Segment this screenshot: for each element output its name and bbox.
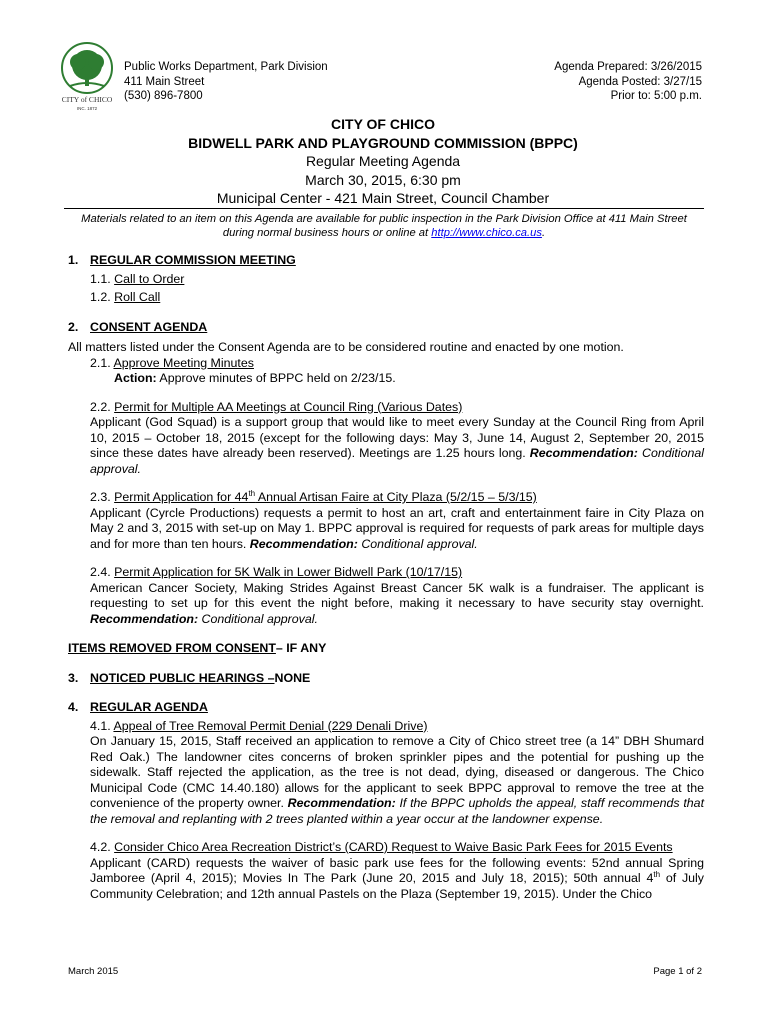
item-2-1-action: Action: Approve minutes of BPPC held on 2/23/15. xyxy=(114,371,396,385)
svg-text:INC. 1872: INC. 1872 xyxy=(76,106,98,111)
agenda-prepared: Agenda Prepared: 3/26/2015 xyxy=(554,61,702,73)
item-1-2: 1.2. Roll Call xyxy=(90,290,161,304)
footer-page-number: Page 1 of 2 xyxy=(653,966,702,977)
item-2-2: 2.2. Permit for Multiple AA Meetings at Council Ring (Various Dates) xyxy=(90,399,463,414)
item-4-1: 4.1. Appeal of Tree Removal Permit Denial (229 Denali Drive) xyxy=(90,718,428,733)
department-street: 411 Main Street xyxy=(124,75,205,88)
agenda-title-block xyxy=(62,115,704,208)
agenda-dates xyxy=(554,60,702,104)
agenda-body xyxy=(68,253,704,902)
item-1-1: 1.1. Call to Order xyxy=(90,271,185,286)
commission-title: BIDWELL PARK AND PLAYGROUND COMMISSION (BPPC) xyxy=(188,134,578,151)
agenda-prior-to: Prior to: 5:00 p.m. xyxy=(610,90,702,102)
item-2-3-text: Applicant (Cyrcle Productions) requests a permit to host an art, craft and entertainment faire in City Plaza on May 2 and 3, 2015 with set-up on May 1. BPPC approval is required for requests of park areas for multiple days and for more than ten hours. Recommendation: Conditional approval. xyxy=(90,505,704,551)
department-address xyxy=(124,60,328,104)
chico-website-link[interactable]: http://www.chico.ca.us xyxy=(431,227,542,239)
department-phone: (530) 896-7800 xyxy=(124,90,203,102)
consent-intro: All matters listed under the Consent Agenda are to be considered routine and enacted by one motion. xyxy=(68,340,624,354)
section-1-heading: 1. REGULAR COMMISSION MEETING xyxy=(68,253,296,267)
svg-text:CITY of CHICO: CITY of CHICO xyxy=(61,95,113,104)
footer-date: March 2015 xyxy=(68,966,119,977)
item-2-2-text: Applicant (God Squad) is a support group that would like to meet every Sunday at the Council Ring from April 10, 2015 – October 18, 2015 (except for the following days: May 3, June 14, August 2, September 20, 2015 since these dates have already been reserved). Meetings are 1.25 hours long. Recommendation: Conditional approval. xyxy=(90,415,704,476)
meeting-date: March 30, 2015, 6:30 pm xyxy=(305,171,461,188)
department-name: Public Works Department, Park Division xyxy=(124,61,328,73)
item-4-2-text: Applicant (CARD) requests the waiver of basic park use fees for the following events: 52nd annual Spring Jamboree (April 4, 2015); Movies In The Park (June 20, 2015 and July 18, 2015); 50th annual 4th of July Community Celebration; and 12th annual Pastels on the Plaza (September 19, 2015). Under the Chico xyxy=(90,855,704,901)
item-2-3: 2.3. Permit Application for 44th Annual Artisan Faire at City Plaza (5/2/15 – 5/3/15) xyxy=(90,488,537,504)
item-2-4-text: American Cancer Society, Making Strides Against Breast Cancer 5K walk is a fundraiser. The applicant is requesting to set up for this event the night before, making it necessary to have security stay overnight. Recommendation: Conditional approval. xyxy=(90,580,704,626)
meeting-location: Municipal Center - 421 Main Street, Council Chamber xyxy=(216,190,550,206)
item-2-4: 2.4. Permit Application for 5K Walk in Lower Bidwell Park (10/17/15) xyxy=(90,565,463,579)
section-2-heading: 2. CONSENT AGENDA xyxy=(68,319,208,334)
item-2-1: 2.1. Approve Meeting Minutes xyxy=(90,355,254,370)
city-of-chico-logo xyxy=(56,40,118,112)
title-divider xyxy=(64,208,704,209)
public-inspection-notice: Materials related to an item on this Agenda are available for public inspection in the Park Division Office at 411 Main Street during normal business hours or online at http://www.chico.ca.us. xyxy=(81,213,687,239)
removed-from-consent-heading: ITEMS REMOVED FROM CONSENT – IF ANY xyxy=(68,641,327,655)
item-4-2: 4.2. Consider Chico Area Recreation District’s (CARD) Request to Waive Basic Park Fees for 2015 Events xyxy=(90,840,673,854)
city-title: CITY OF CHICO xyxy=(331,116,435,132)
meeting-type: Regular Meeting Agenda xyxy=(305,153,461,169)
item-4-1-text: On January 15, 2015, Staff received an application to remove a City of Chico street tree (a 14” DBH Shumard Red Oak.) The landowner cites concerns of broken sprinkler pipes and the potential for pushing up the sidewalk. Staff rejected the application, as the tree is not dead, dying, diseased or dangerous. The Chico Municipal Code (CMC 14.40.180) allows for the applicant to seek BPPC approval to remove the tree at the convenience of the property owner. Recommendation: If the BPPC upholds the appeal, staff recommends that the removal and replanting with 2 trees planted within a year occur at the landowner expense. xyxy=(90,734,705,826)
section-3-heading: 3. NOTICED PUBLIC HEARINGS – NONE xyxy=(68,670,311,685)
section-4-heading: 4. REGULAR AGENDA xyxy=(68,700,208,714)
agenda-posted: Agenda Posted: 3/27/15 xyxy=(578,75,702,88)
